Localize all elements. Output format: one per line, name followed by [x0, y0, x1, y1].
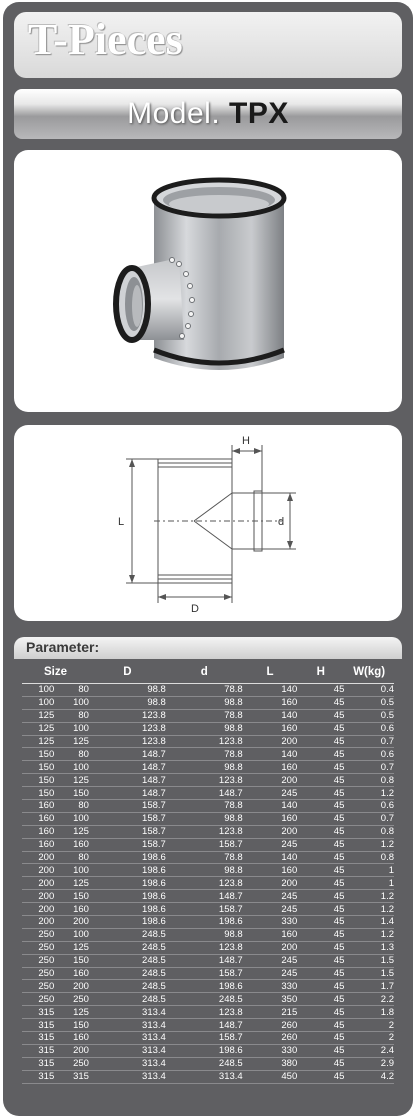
- l-cell: 450: [243, 1070, 298, 1083]
- h-cell: 45: [297, 722, 344, 735]
- h-cell: 45: [297, 1070, 344, 1083]
- size-main-cell: 200: [22, 864, 54, 877]
- size-branch-cell: 100: [54, 696, 89, 709]
- size-main-cell: 250: [22, 980, 54, 993]
- parameter-table: [22, 661, 394, 1084]
- d-outer-cell: 98.8: [89, 696, 166, 709]
- h-cell: 45: [297, 684, 344, 697]
- size-branch-cell: 150: [54, 787, 89, 800]
- l-cell: 245: [243, 954, 298, 967]
- table-row: [22, 838, 394, 851]
- d-inner-cell: 158.7: [166, 903, 243, 916]
- size-main-cell: 150: [22, 748, 54, 761]
- d-inner-cell: 148.7: [166, 1019, 243, 1032]
- size-main-cell: 250: [22, 993, 54, 1006]
- d-inner-cell: 123.8: [166, 825, 243, 838]
- h-cell: 45: [297, 761, 344, 774]
- d-inner-cell: 98.8: [166, 864, 243, 877]
- d-inner-cell: 198.6: [166, 1044, 243, 1057]
- weight-cell: 0.7: [344, 735, 394, 748]
- table-row: [22, 967, 394, 980]
- d-inner-cell: 98.8: [166, 812, 243, 825]
- parameter-header-bar: [14, 637, 402, 659]
- h-cell: 45: [297, 928, 344, 941]
- h-cell: 45: [297, 1032, 344, 1045]
- table-row: [22, 787, 394, 800]
- h-cell: 45: [297, 890, 344, 903]
- l-cell: 160: [243, 928, 298, 941]
- size-main-cell: 160: [22, 812, 54, 825]
- table-row: [22, 722, 394, 735]
- size-main-cell: 150: [22, 787, 54, 800]
- size-branch-cell: 125: [54, 825, 89, 838]
- l-cell: 140: [243, 851, 298, 864]
- table-row: [22, 1019, 394, 1032]
- model-code: TPX: [229, 97, 289, 130]
- h-cell: 45: [297, 851, 344, 864]
- table-header-row: [22, 661, 394, 684]
- table-row: [22, 825, 394, 838]
- table-row: [22, 800, 394, 813]
- size-main-cell: 250: [22, 954, 54, 967]
- table-row: [22, 1032, 394, 1045]
- h-cell: 45: [297, 877, 344, 890]
- parameter-heading: Parameter:: [26, 639, 100, 655]
- l-cell: 200: [243, 941, 298, 954]
- d-outer-cell: 248.5: [89, 980, 166, 993]
- d-outer-cell: 148.7: [89, 774, 166, 787]
- l-cell: 200: [243, 877, 298, 890]
- d-outer-cell: 198.6: [89, 916, 166, 929]
- size-branch-cell: 125: [54, 877, 89, 890]
- d-inner-cell: 198.6: [166, 980, 243, 993]
- table-row: [22, 748, 394, 761]
- column-header-weight: W(kg): [344, 661, 394, 684]
- l-cell: 200: [243, 735, 298, 748]
- d-inner-cell: 248.5: [166, 993, 243, 1006]
- d-inner-cell: 313.4: [166, 1070, 243, 1083]
- size-main-cell: 315: [22, 1044, 54, 1057]
- table-row: [22, 903, 394, 916]
- table-row: [22, 877, 394, 890]
- weight-cell: 1.2: [344, 903, 394, 916]
- size-branch-cell: 150: [54, 890, 89, 903]
- size-main-cell: 315: [22, 1019, 54, 1032]
- h-cell: 45: [297, 864, 344, 877]
- d-inner-cell: 123.8: [166, 877, 243, 890]
- column-header-h: H: [297, 661, 344, 684]
- d-inner-cell: 158.7: [166, 967, 243, 980]
- weight-cell: 0.8: [344, 774, 394, 787]
- size-main-cell: 200: [22, 903, 54, 916]
- model-bar: [14, 89, 402, 139]
- d-outer-cell: 158.7: [89, 812, 166, 825]
- weight-cell: 1.4: [344, 916, 394, 929]
- d-inner-cell: 98.8: [166, 722, 243, 735]
- table-row: [22, 684, 394, 697]
- size-main-cell: 250: [22, 928, 54, 941]
- weight-cell: 1: [344, 864, 394, 877]
- weight-cell: 0.4: [344, 684, 394, 697]
- size-main-cell: 250: [22, 967, 54, 980]
- size-branch-cell: 160: [54, 838, 89, 851]
- table-row: [22, 851, 394, 864]
- d-outer-cell: 158.7: [89, 800, 166, 813]
- d-inner-cell: 248.5: [166, 1057, 243, 1070]
- size-main-cell: 150: [22, 774, 54, 787]
- d-inner-cell: 78.8: [166, 800, 243, 813]
- table-row: [22, 916, 394, 929]
- d-outer-cell: 148.7: [89, 748, 166, 761]
- d-outer-cell: 158.7: [89, 825, 166, 838]
- d-outer-cell: 158.7: [89, 838, 166, 851]
- h-cell: 45: [297, 941, 344, 954]
- d-outer-cell: 198.6: [89, 890, 166, 903]
- t-piece-diagram: [14, 425, 402, 621]
- size-branch-cell: 160: [54, 1032, 89, 1045]
- size-branch-cell: 125: [54, 941, 89, 954]
- size-branch-cell: 80: [54, 851, 89, 864]
- d-outer-cell: 123.8: [89, 709, 166, 722]
- weight-cell: 1.2: [344, 928, 394, 941]
- l-cell: 380: [243, 1057, 298, 1070]
- column-header-d-inner: d: [166, 661, 243, 684]
- size-main-cell: 200: [22, 890, 54, 903]
- l-cell: 245: [243, 838, 298, 851]
- d-inner-cell: 123.8: [166, 774, 243, 787]
- d-outer-cell: 313.4: [89, 1006, 166, 1019]
- l-cell: 160: [243, 722, 298, 735]
- h-cell: 45: [297, 1019, 344, 1032]
- weight-cell: 0.7: [344, 761, 394, 774]
- d-inner-cell: 123.8: [166, 941, 243, 954]
- d-outer-cell: 148.7: [89, 787, 166, 800]
- size-branch-cell: 160: [54, 903, 89, 916]
- h-cell: 45: [297, 709, 344, 722]
- table-row: [22, 941, 394, 954]
- table-row: [22, 1006, 394, 1019]
- weight-cell: 4.2: [344, 1070, 394, 1083]
- l-cell: 330: [243, 1044, 298, 1057]
- weight-cell: 0.5: [344, 696, 394, 709]
- d-outer-cell: 248.5: [89, 967, 166, 980]
- weight-cell: 1.2: [344, 838, 394, 851]
- size-branch-cell: 315: [54, 1070, 89, 1083]
- size-branch-cell: 200: [54, 980, 89, 993]
- d-inner-cell: 148.7: [166, 787, 243, 800]
- l-cell: 140: [243, 684, 298, 697]
- d-outer-cell: 248.5: [89, 928, 166, 941]
- table-body: [22, 684, 394, 1084]
- weight-cell: 0.7: [344, 812, 394, 825]
- l-cell: 350: [243, 993, 298, 1006]
- d-outer-cell: 148.7: [89, 761, 166, 774]
- size-branch-cell: 80: [54, 709, 89, 722]
- size-branch-cell: 150: [54, 1019, 89, 1032]
- size-main-cell: 100: [22, 696, 54, 709]
- h-cell: 45: [297, 993, 344, 1006]
- d-outer-cell: 313.4: [89, 1032, 166, 1045]
- weight-cell: 0.8: [344, 825, 394, 838]
- table-row: [22, 696, 394, 709]
- size-main-cell: 315: [22, 1057, 54, 1070]
- h-cell: 45: [297, 1057, 344, 1070]
- l-cell: 245: [243, 890, 298, 903]
- table-row: [22, 993, 394, 1006]
- size-main-cell: 100: [22, 684, 54, 697]
- table-row: [22, 1044, 394, 1057]
- d-inner-cell: 78.8: [166, 748, 243, 761]
- dimension-l-label: L: [118, 516, 125, 528]
- d-outer-cell: 123.8: [89, 722, 166, 735]
- d-inner-cell: 148.7: [166, 954, 243, 967]
- h-cell: 45: [297, 812, 344, 825]
- l-cell: 160: [243, 761, 298, 774]
- weight-cell: 1.3: [344, 941, 394, 954]
- d-inner-cell: 78.8: [166, 709, 243, 722]
- weight-cell: 0.8: [344, 851, 394, 864]
- d-inner-cell: 98.8: [166, 761, 243, 774]
- d-inner-cell: 98.8: [166, 696, 243, 709]
- d-inner-cell: 148.7: [166, 890, 243, 903]
- d-inner-cell: 98.8: [166, 928, 243, 941]
- l-cell: 245: [243, 903, 298, 916]
- column-header-size: Size: [22, 661, 89, 684]
- table-row: [22, 1057, 394, 1070]
- l-cell: 330: [243, 980, 298, 993]
- d-outer-cell: 248.5: [89, 941, 166, 954]
- d-outer-cell: 313.4: [89, 1057, 166, 1070]
- h-cell: 45: [297, 800, 344, 813]
- h-cell: 45: [297, 967, 344, 980]
- weight-cell: 1.2: [344, 890, 394, 903]
- weight-cell: 0.6: [344, 722, 394, 735]
- technical-drawing-panel: [14, 425, 402, 621]
- size-main-cell: 315: [22, 1070, 54, 1083]
- l-cell: 140: [243, 709, 298, 722]
- d-inner-cell: 78.8: [166, 851, 243, 864]
- weight-cell: 2: [344, 1032, 394, 1045]
- size-branch-cell: 100: [54, 722, 89, 735]
- size-main-cell: 200: [22, 877, 54, 890]
- size-branch-cell: 250: [54, 993, 89, 1006]
- table-row: [22, 735, 394, 748]
- l-cell: 245: [243, 967, 298, 980]
- table-row: [22, 928, 394, 941]
- h-cell: 45: [297, 1044, 344, 1057]
- size-main-cell: 125: [22, 722, 54, 735]
- size-main-cell: 150: [22, 761, 54, 774]
- h-cell: 45: [297, 838, 344, 851]
- d-outer-cell: 313.4: [89, 1070, 166, 1083]
- d-inner-cell: 158.7: [166, 838, 243, 851]
- l-cell: 215: [243, 1006, 298, 1019]
- size-branch-cell: 250: [54, 1057, 89, 1070]
- model-label: [14, 97, 402, 131]
- l-cell: 245: [243, 787, 298, 800]
- size-branch-cell: 200: [54, 1044, 89, 1057]
- d-outer-cell: 313.4: [89, 1019, 166, 1032]
- table-row: [22, 954, 394, 967]
- h-cell: 45: [297, 1006, 344, 1019]
- size-main-cell: 250: [22, 941, 54, 954]
- weight-cell: 1.8: [344, 1006, 394, 1019]
- l-cell: 260: [243, 1019, 298, 1032]
- size-main-cell: 125: [22, 709, 54, 722]
- size-branch-cell: 100: [54, 864, 89, 877]
- weight-cell: 2.4: [344, 1044, 394, 1057]
- d-outer-cell: 248.5: [89, 993, 166, 1006]
- weight-cell: 0.6: [344, 748, 394, 761]
- d-outer-cell: 198.6: [89, 851, 166, 864]
- d-inner-cell: 123.8: [166, 735, 243, 748]
- l-cell: 200: [243, 825, 298, 838]
- d-outer-cell: 98.8: [89, 684, 166, 697]
- table-row: [22, 709, 394, 722]
- weight-cell: 1.7: [344, 980, 394, 993]
- d-outer-cell: 198.6: [89, 877, 166, 890]
- weight-cell: 0.5: [344, 709, 394, 722]
- d-outer-cell: 198.6: [89, 864, 166, 877]
- size-branch-cell: 100: [54, 812, 89, 825]
- d-outer-cell: 313.4: [89, 1044, 166, 1057]
- table-row: [22, 812, 394, 825]
- size-main-cell: 160: [22, 800, 54, 813]
- l-cell: 160: [243, 864, 298, 877]
- l-cell: 260: [243, 1032, 298, 1045]
- weight-cell: 1.5: [344, 954, 394, 967]
- table-row: [22, 864, 394, 877]
- h-cell: 45: [297, 774, 344, 787]
- table-row: [22, 1070, 394, 1083]
- table-row: [22, 774, 394, 787]
- dimension-h-label: H: [242, 435, 250, 447]
- size-main-cell: 160: [22, 838, 54, 851]
- weight-cell: 2: [344, 1019, 394, 1032]
- l-cell: 140: [243, 800, 298, 813]
- l-cell: 160: [243, 696, 298, 709]
- l-cell: 330: [243, 916, 298, 929]
- h-cell: 45: [297, 787, 344, 800]
- size-main-cell: 315: [22, 1032, 54, 1045]
- dimension-d-large-label: D: [191, 603, 199, 615]
- page-title: T-Pieces: [28, 15, 183, 64]
- size-branch-cell: 125: [54, 1006, 89, 1019]
- weight-cell: 2.9: [344, 1057, 394, 1070]
- size-branch-cell: 125: [54, 774, 89, 787]
- dimension-d-small-label: d: [278, 516, 285, 528]
- h-cell: 45: [297, 903, 344, 916]
- l-cell: 200: [243, 774, 298, 787]
- size-branch-cell: 150: [54, 954, 89, 967]
- h-cell: 45: [297, 735, 344, 748]
- d-inner-cell: 158.7: [166, 1032, 243, 1045]
- size-main-cell: 160: [22, 825, 54, 838]
- d-outer-cell: 123.8: [89, 735, 166, 748]
- size-main-cell: 125: [22, 735, 54, 748]
- size-main-cell: 200: [22, 851, 54, 864]
- size-branch-cell: 80: [54, 800, 89, 813]
- size-branch-cell: 160: [54, 967, 89, 980]
- weight-cell: 2.2: [344, 993, 394, 1006]
- size-main-cell: 200: [22, 916, 54, 929]
- size-main-cell: 315: [22, 1006, 54, 1019]
- l-cell: 140: [243, 748, 298, 761]
- h-cell: 45: [297, 916, 344, 929]
- product-photo-panel: [14, 150, 402, 412]
- column-header-d-outer: D: [89, 661, 166, 684]
- h-cell: 45: [297, 825, 344, 838]
- d-inner-cell: 123.8: [166, 1006, 243, 1019]
- size-branch-cell: 100: [54, 928, 89, 941]
- d-inner-cell: 78.8: [166, 684, 243, 697]
- t-piece-photo: [14, 150, 402, 412]
- column-header-l: L: [243, 661, 298, 684]
- h-cell: 45: [297, 980, 344, 993]
- size-branch-cell: 200: [54, 916, 89, 929]
- title-bar: [14, 12, 402, 78]
- table-row: [22, 890, 394, 903]
- h-cell: 45: [297, 748, 344, 761]
- table-row: [22, 761, 394, 774]
- d-outer-cell: 198.6: [89, 903, 166, 916]
- h-cell: 45: [297, 954, 344, 967]
- model-prefix: Model.: [127, 97, 221, 130]
- size-branch-cell: 100: [54, 761, 89, 774]
- size-branch-cell: 80: [54, 748, 89, 761]
- h-cell: 45: [297, 696, 344, 709]
- size-branch-cell: 125: [54, 735, 89, 748]
- table-row: [22, 980, 394, 993]
- l-cell: 160: [243, 812, 298, 825]
- weight-cell: 1.5: [344, 967, 394, 980]
- d-inner-cell: 198.6: [166, 916, 243, 929]
- weight-cell: 1.2: [344, 787, 394, 800]
- weight-cell: 0.6: [344, 800, 394, 813]
- d-outer-cell: 248.5: [89, 954, 166, 967]
- weight-cell: 1: [344, 877, 394, 890]
- size-branch-cell: 80: [54, 684, 89, 697]
